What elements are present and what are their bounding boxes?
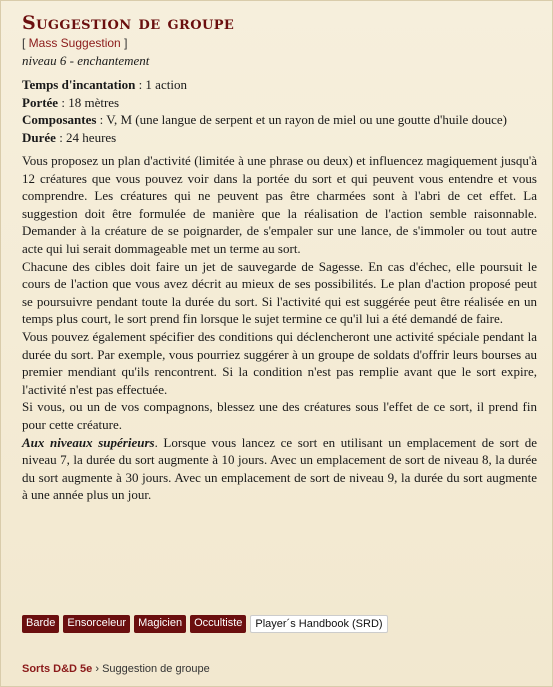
prop-components: Composantes : V, M (une langue de serpent et un rayon de miel ou une goutte d'huile douce)	[22, 112, 507, 127]
tag-ensorceleur[interactable]: Ensorceleur	[63, 615, 130, 633]
prop-range: Portée : 18 mètres	[22, 94, 120, 110]
tag-barde[interactable]: Barde	[22, 615, 59, 633]
original-name: [ Mass Suggestion ]	[22, 36, 128, 50]
source-tag: Player´s Handbook (SRD)	[250, 615, 387, 633]
description-paragraph: Vous pouvez également spécifier des conditions qui déclencheront une activité spéciale pendant la durée du sort. Par exemple, vous pourriez suggérer à un groupe de soldats d'offrir leurs bourses au premier mendiant qu'ils rencontrent. Si la condition n'est pas remplie avant que le sort expire, l'activité n'est pas effectuée.	[22, 328, 537, 397]
description-paragraph: Vous proposez un plan d'activité (limitée à une phrase ou deux) et influencez magiquement jusqu'à 12 créatures que vous pouvez voir dans la portée du sort et qui peuvent vous entendre et vous comprendre. Les créatures qui ne peuvent pas être charmées sont à l'abri de cet effet. La suggestion doit être formulée de manière que la réalisation de l'action semble raisonnable. Demander à la créature de se poignarder, de s'empaler sur une lance, de s'immoler ou tout autre acte qui lui serait dommageable met un terme au sort.	[22, 153, 537, 256]
spell-description	[22, 152, 537, 504]
spell-school: niveau 6 - enchantement	[22, 53, 150, 68]
prop-casting-time: Temps d'incantation : 1 action	[22, 77, 187, 92]
tag-occultiste[interactable]: Occultiste	[190, 615, 246, 633]
spell-card	[22, 11, 537, 504]
spell-title: Suggestion de groupe	[22, 12, 235, 34]
description-paragraph: Chacune des cibles doit faire un jet de sauvegarde de Sagesse. En cas d'échec, elle poursuit le cours de l'action que vous avez décrit au mieux de ses possibilités. Le plan d'action proposé peut se poursuivre pendant toute la durée du sort. Si l'activité qui est suggérée peut être réalisée en un temps plus court, le sort prend fin lorsque le sujet termine ce qu'il lui a été demandé de faire.	[22, 258, 537, 327]
tag-magicien[interactable]: Magicien	[134, 615, 186, 633]
original-name-link[interactable]: Mass Suggestion	[28, 36, 121, 50]
breadcrumb-current: Suggestion de groupe	[102, 663, 210, 675]
breadcrumb-root-link[interactable]: Sorts D&D 5e	[22, 663, 93, 675]
higher-levels: Aux niveaux supérieurs. Lorsque vous lancez ce sort en utilisant un emplacement de sort de niveau 7, la durée du sort augmente à 10 jours. Avec un emplacement de sort de niveau 8, la durée du sort augmente à 30 jours. Avec un emplacement de sort de niveau 9, la durée du sort augmente à une année plus un jour.	[22, 434, 537, 503]
class-tags	[22, 615, 388, 633]
description-paragraph: Si vous, ou un de vos compagnons, blessez une des créatures sous l'effet de ce sort, il prend fin pour cette créature.	[22, 399, 537, 432]
higher-levels-label: Aux niveaux supérieurs	[22, 434, 155, 450]
spell-properties	[22, 76, 537, 146]
breadcrumb: Sorts D&D 5e › Suggestion de groupe	[22, 663, 210, 675]
prop-duration: Durée : 24 heures	[22, 129, 117, 145]
